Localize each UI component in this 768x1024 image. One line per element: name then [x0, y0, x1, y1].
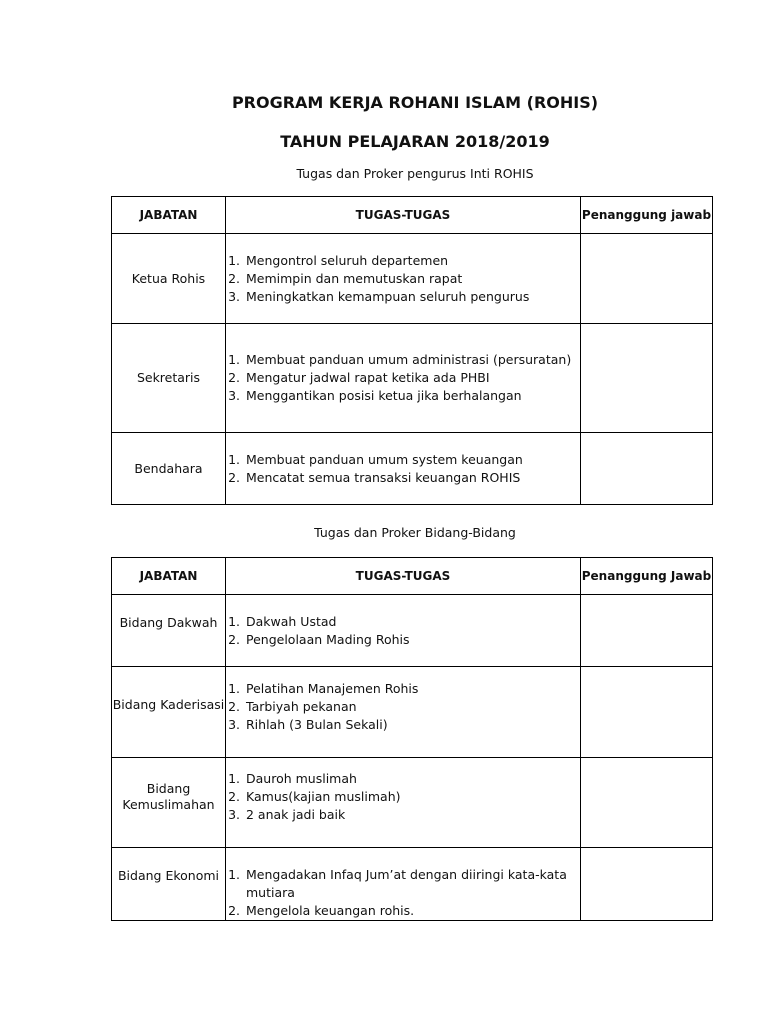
table-row [112, 324, 713, 433]
penanggung-jawab-cell [581, 758, 713, 848]
header-tugas: TUGAS-TUGAS [226, 197, 581, 234]
header-penanggung-jawab: Penanggung Jawab [581, 558, 713, 595]
document-subtitle-year: TAHUN PELAJARAN 2018/2019 [280, 132, 550, 151]
task-item: 2. Pengelolaan Mading Rohis [244, 631, 580, 649]
section2-caption: Tugas dan Proker Bidang-Bidang [314, 525, 516, 540]
jabatan-cell: Bidang Kemuslimahan [112, 758, 226, 848]
task-item: 3. Rihlah (3 Bulan Sekali) [244, 716, 580, 734]
tasks-cell [226, 324, 581, 433]
penanggung-jawab-cell [581, 667, 713, 758]
penanggung-jawab-cell [581, 324, 713, 433]
task-list [226, 351, 580, 405]
task-item: 2. Kamus(kajian muslimah) [244, 788, 580, 806]
penanggung-jawab-cell [581, 595, 713, 667]
task-item: 3. Meningkatkan kemampuan seluruh pengurus [244, 288, 580, 306]
task-item: 1. Dauroh muslimah [244, 770, 580, 788]
section1-caption: Tugas dan Proker pengurus Inti ROHIS [296, 166, 534, 181]
task-item: 2. Mengelola keuangan rohis. [244, 902, 580, 920]
task-item: 3. Menggantikan posisi ketua jika berhalangan [244, 387, 580, 405]
tasks-cell [226, 433, 581, 505]
task-list [226, 680, 580, 734]
penanggung-jawab-cell [581, 433, 713, 505]
task-item: 2. Tarbiyah pekanan [244, 698, 580, 716]
header-tugas: TUGAS-TUGAS [226, 558, 581, 595]
task-item: 2. Mencatat semua transaksi keuangan ROHIS [244, 469, 580, 487]
penanggung-jawab-cell [581, 234, 713, 324]
task-item: 2. Memimpin dan memutuskan rapat [244, 270, 580, 288]
table-row [112, 234, 713, 324]
penanggung-jawab-cell [581, 848, 713, 921]
jabatan-cell: Bidang Dakwah [112, 595, 226, 667]
table-row [112, 433, 713, 505]
table-row [112, 667, 713, 758]
table-header-row [112, 558, 713, 595]
tasks-cell [226, 595, 581, 667]
jabatan-cell: Bidang Kaderisasi [112, 667, 226, 758]
task-item: 1. Dakwah Ustad [244, 613, 580, 631]
jabatan-cell: Sekretaris [112, 324, 226, 433]
tasks-cell [226, 234, 581, 324]
jabatan-cell: Ketua Rohis [112, 234, 226, 324]
tasks-cell [226, 848, 581, 921]
task-list [226, 252, 580, 306]
header-jabatan: JABATAN [112, 558, 226, 595]
task-list [226, 770, 580, 824]
task-item: 1. Membuat panduan umum administrasi (persuratan) [244, 351, 580, 369]
task-item: 1. Membuat panduan umum system keuangan [244, 451, 580, 469]
task-item: 3. 2 anak jadi baik [244, 806, 580, 824]
divisions-table [111, 557, 713, 921]
tasks-cell [226, 667, 581, 758]
jabatan-cell: Bendahara [112, 433, 226, 505]
table-row [112, 848, 713, 921]
task-item: 2. Mengatur jadwal rapat ketika ada PHBI [244, 369, 580, 387]
task-item: 1. Pelatihan Manajemen Rohis [244, 680, 580, 698]
task-item: 1. Mengontrol seluruh departemen [244, 252, 580, 270]
header-jabatan: JABATAN [112, 197, 226, 234]
task-list [226, 866, 580, 920]
table-row [112, 595, 713, 667]
core-board-table [111, 196, 713, 505]
task-list [226, 451, 580, 487]
table-row [112, 758, 713, 848]
table-header-row [112, 197, 713, 234]
task-item: 1. Mengadakan Infaq Jum’at dengan diiringi kata-kata mutiara [244, 866, 580, 902]
header-penanggung-jawab: Penanggung jawab [581, 197, 713, 234]
document-title: PROGRAM KERJA ROHANI ISLAM (ROHIS) [231, 93, 599, 112]
task-list [226, 613, 580, 649]
tasks-cell [226, 758, 581, 848]
jabatan-cell: Bidang Ekonomi [112, 848, 226, 921]
